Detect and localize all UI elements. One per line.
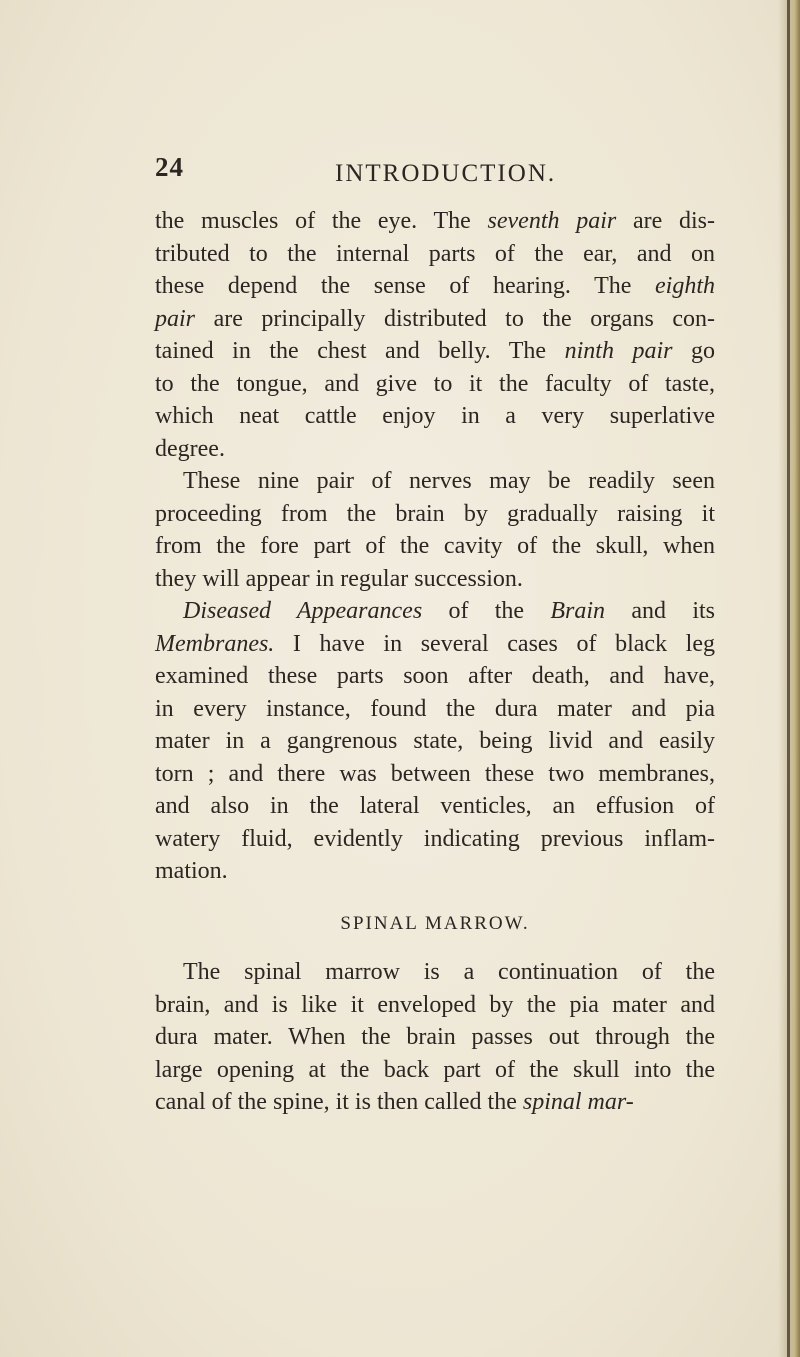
text-line: Membranes. I have in several cases of black leg (155, 630, 715, 657)
text-line: and also in the lateral venticles, an effusion of (155, 793, 715, 819)
text-line: The spinal marrow is a continuation of the (183, 959, 715, 985)
text-line: tained in the chest and belly. The ninth pair go (155, 338, 716, 364)
text-line: large opening at the back part of the skull into the (155, 1056, 715, 1083)
text-line: they will appear in regular succession. (155, 565, 523, 592)
text-line: from the fore part of the cavity of the skull, when (155, 533, 715, 559)
text-line: degree. (155, 435, 225, 462)
text-line: proceeding from the brain by gradually raising it (155, 500, 715, 527)
section-heading: SPINAL MARROW. (340, 912, 530, 934)
text-line: which neat cattle enjoy in a very superlative (155, 403, 715, 429)
text-line: tributed to the internal parts of the ear, and on (155, 240, 715, 267)
text-line: mation. (155, 858, 228, 884)
text-line: watery fluid, evidently indicating previous inflam- (155, 825, 715, 852)
text-line: dura mater. When the brain passes out through the (155, 1024, 715, 1050)
text-line: brain, and is like it enveloped by the pia mater and (155, 991, 715, 1018)
text-line: in every instance, found the dura mater and pia (155, 695, 715, 722)
text-line: pair are principally distributed to the organs con- (155, 305, 715, 332)
page-number: 24 (155, 152, 184, 182)
text-line: torn ; and there was between these two membranes, (155, 760, 715, 787)
running-head: INTRODUCTION. (335, 160, 557, 187)
page-header (155, 152, 715, 192)
text-line: to the tongue, and give to it the faculty of taste, (155, 370, 715, 397)
text-line: canal of the spine, it is then called the spinal mar- (155, 1089, 634, 1115)
text-line: These nine pair of nerves may be readily seen (183, 468, 715, 494)
text-line: Diseased Appearances of the Brain and its (183, 598, 715, 624)
text-line: the muscles of the eye. The seventh pair are dis- (155, 208, 716, 234)
text-line: mater in a gangrenous state, being livid and easily (155, 728, 715, 754)
text-line: these depend the sense of hearing. The eighth (155, 273, 715, 299)
page-edge-line (787, 0, 790, 1357)
text-line: examined these parts soon after death, and have, (155, 663, 715, 689)
body-text (155, 205, 715, 1119)
